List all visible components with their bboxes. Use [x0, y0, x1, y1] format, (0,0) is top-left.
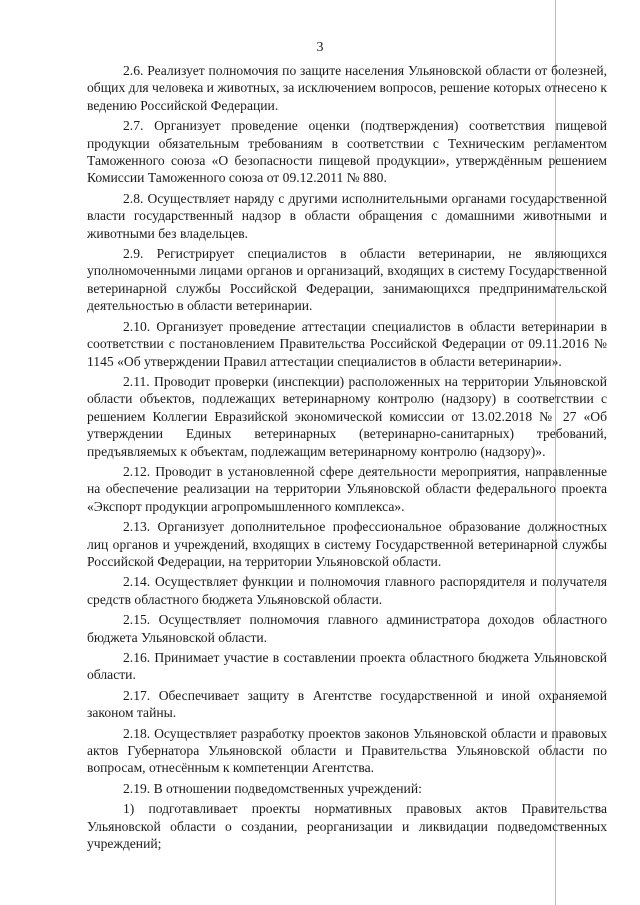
paragraph-2-12: 2.12. Проводит в установленной сфере деятельности мероприятия, направленные на обеспечение реализации на территории Ульяновской области федерального проекта «Экспорт продукции агропромышленного комплекса». [87, 463, 607, 514]
paragraph-2-17: 2.17. Обеспечивает защиту в Агентстве государственной и иной охраняемой законом тайны. [87, 687, 607, 721]
paragraph-2-11: 2.11. Проводит проверки (инспекции) расположенных на территории Ульяновской области объектов, подлежащих ветеринарному контролю (надзору) в соответствии с решением Коллегии Евразийской экономической комиссии от 13.02.2018 № 27 «Об утверждении Единых ветеринарных (ветеринарно-санитарных) требований, предъявляемых к объектам, подлежащим ветеринарному контролю (надзору)». [87, 373, 607, 459]
paragraph-2-19: 2.19. В отношении подведомственных учреждений: [123, 780, 422, 796]
paragraph-2-16: 2.16. Принимает участие в составлении проекта областного бюджета Ульяновской области. [87, 650, 607, 683]
paragraph-2-18: 2.18. Осуществляет разработку проектов законов Ульяновской области и правовых актов Губернатора Ульяновской области и Правительства Ульяновской области по вопросам, отнесённым к компетенции Агентства. [87, 725, 607, 776]
paragraph-2-13: 2.13. Организует дополнительное профессиональное образование должностных лиц органов и учреждений, входящих в систему Государственной ветеринарной службы Российской Федерации, на территории Ульяновской области. [87, 519, 607, 569]
paragraph-2-6: 2.6. Реализует полномочия по защите населения Ульяновской области от болезней, общих для человека и животных, за исключением вопросов, решение которых отнесено к ведению Российской Федерации. [87, 63, 607, 113]
paragraph-2-15: 2.15. Осуществляет полномочия главного администратора доходов областного бюджета Ульяновской области. [87, 612, 607, 645]
document-body [87, 62, 607, 855]
paragraph-2-14: 2.14. Осуществляет функции и полномочия главного распорядителя и получателя средств областного бюджета Ульяновской области. [87, 574, 607, 607]
paragraph-2-10: 2.10. Организует проведение аттестации специалистов в области ветеринарии в соответствии с постановлением Правительства Российской Федерации от 09.11.2016 № 1145 «Об утверждении Правил аттестации специалистов в области ветеринарии». [87, 318, 607, 369]
paragraph-2-8: 2.8. Осуществляет наряду с другими исполнительными органами государственной власти государственный надзор в области обращения с домашними животными и животными без владельцев. [87, 190, 607, 241]
page-number: 3 [316, 40, 324, 55]
paragraph-2-19-item-1: 1) подготавливает проекты нормативных правовых актов Правительства Ульяновской области о создании, реорганизации и ликвидации подведомственных учреждений; [87, 801, 607, 852]
paragraph-2-7: 2.7. Организует проведение оценки (подтверждения) соответствия пищевой продукции обязательным требованиям в соответствии с Техническим регламентом Таможенного союза «О безопасности пищевой продукции», утверждённым решением Комиссии Таможенного союза от 09.12.2011 № 880. [87, 118, 607, 186]
paragraph-2-9: 2.9. Регистрирует специалистов в области ветеринарии, не являющихся уполномоченными лицами органов и организаций, входящих в систему Государственной ветеринарной службы Российской Федерации, занимающихся предпринимательской деятельностью в области ветеринарии. [87, 246, 607, 314]
